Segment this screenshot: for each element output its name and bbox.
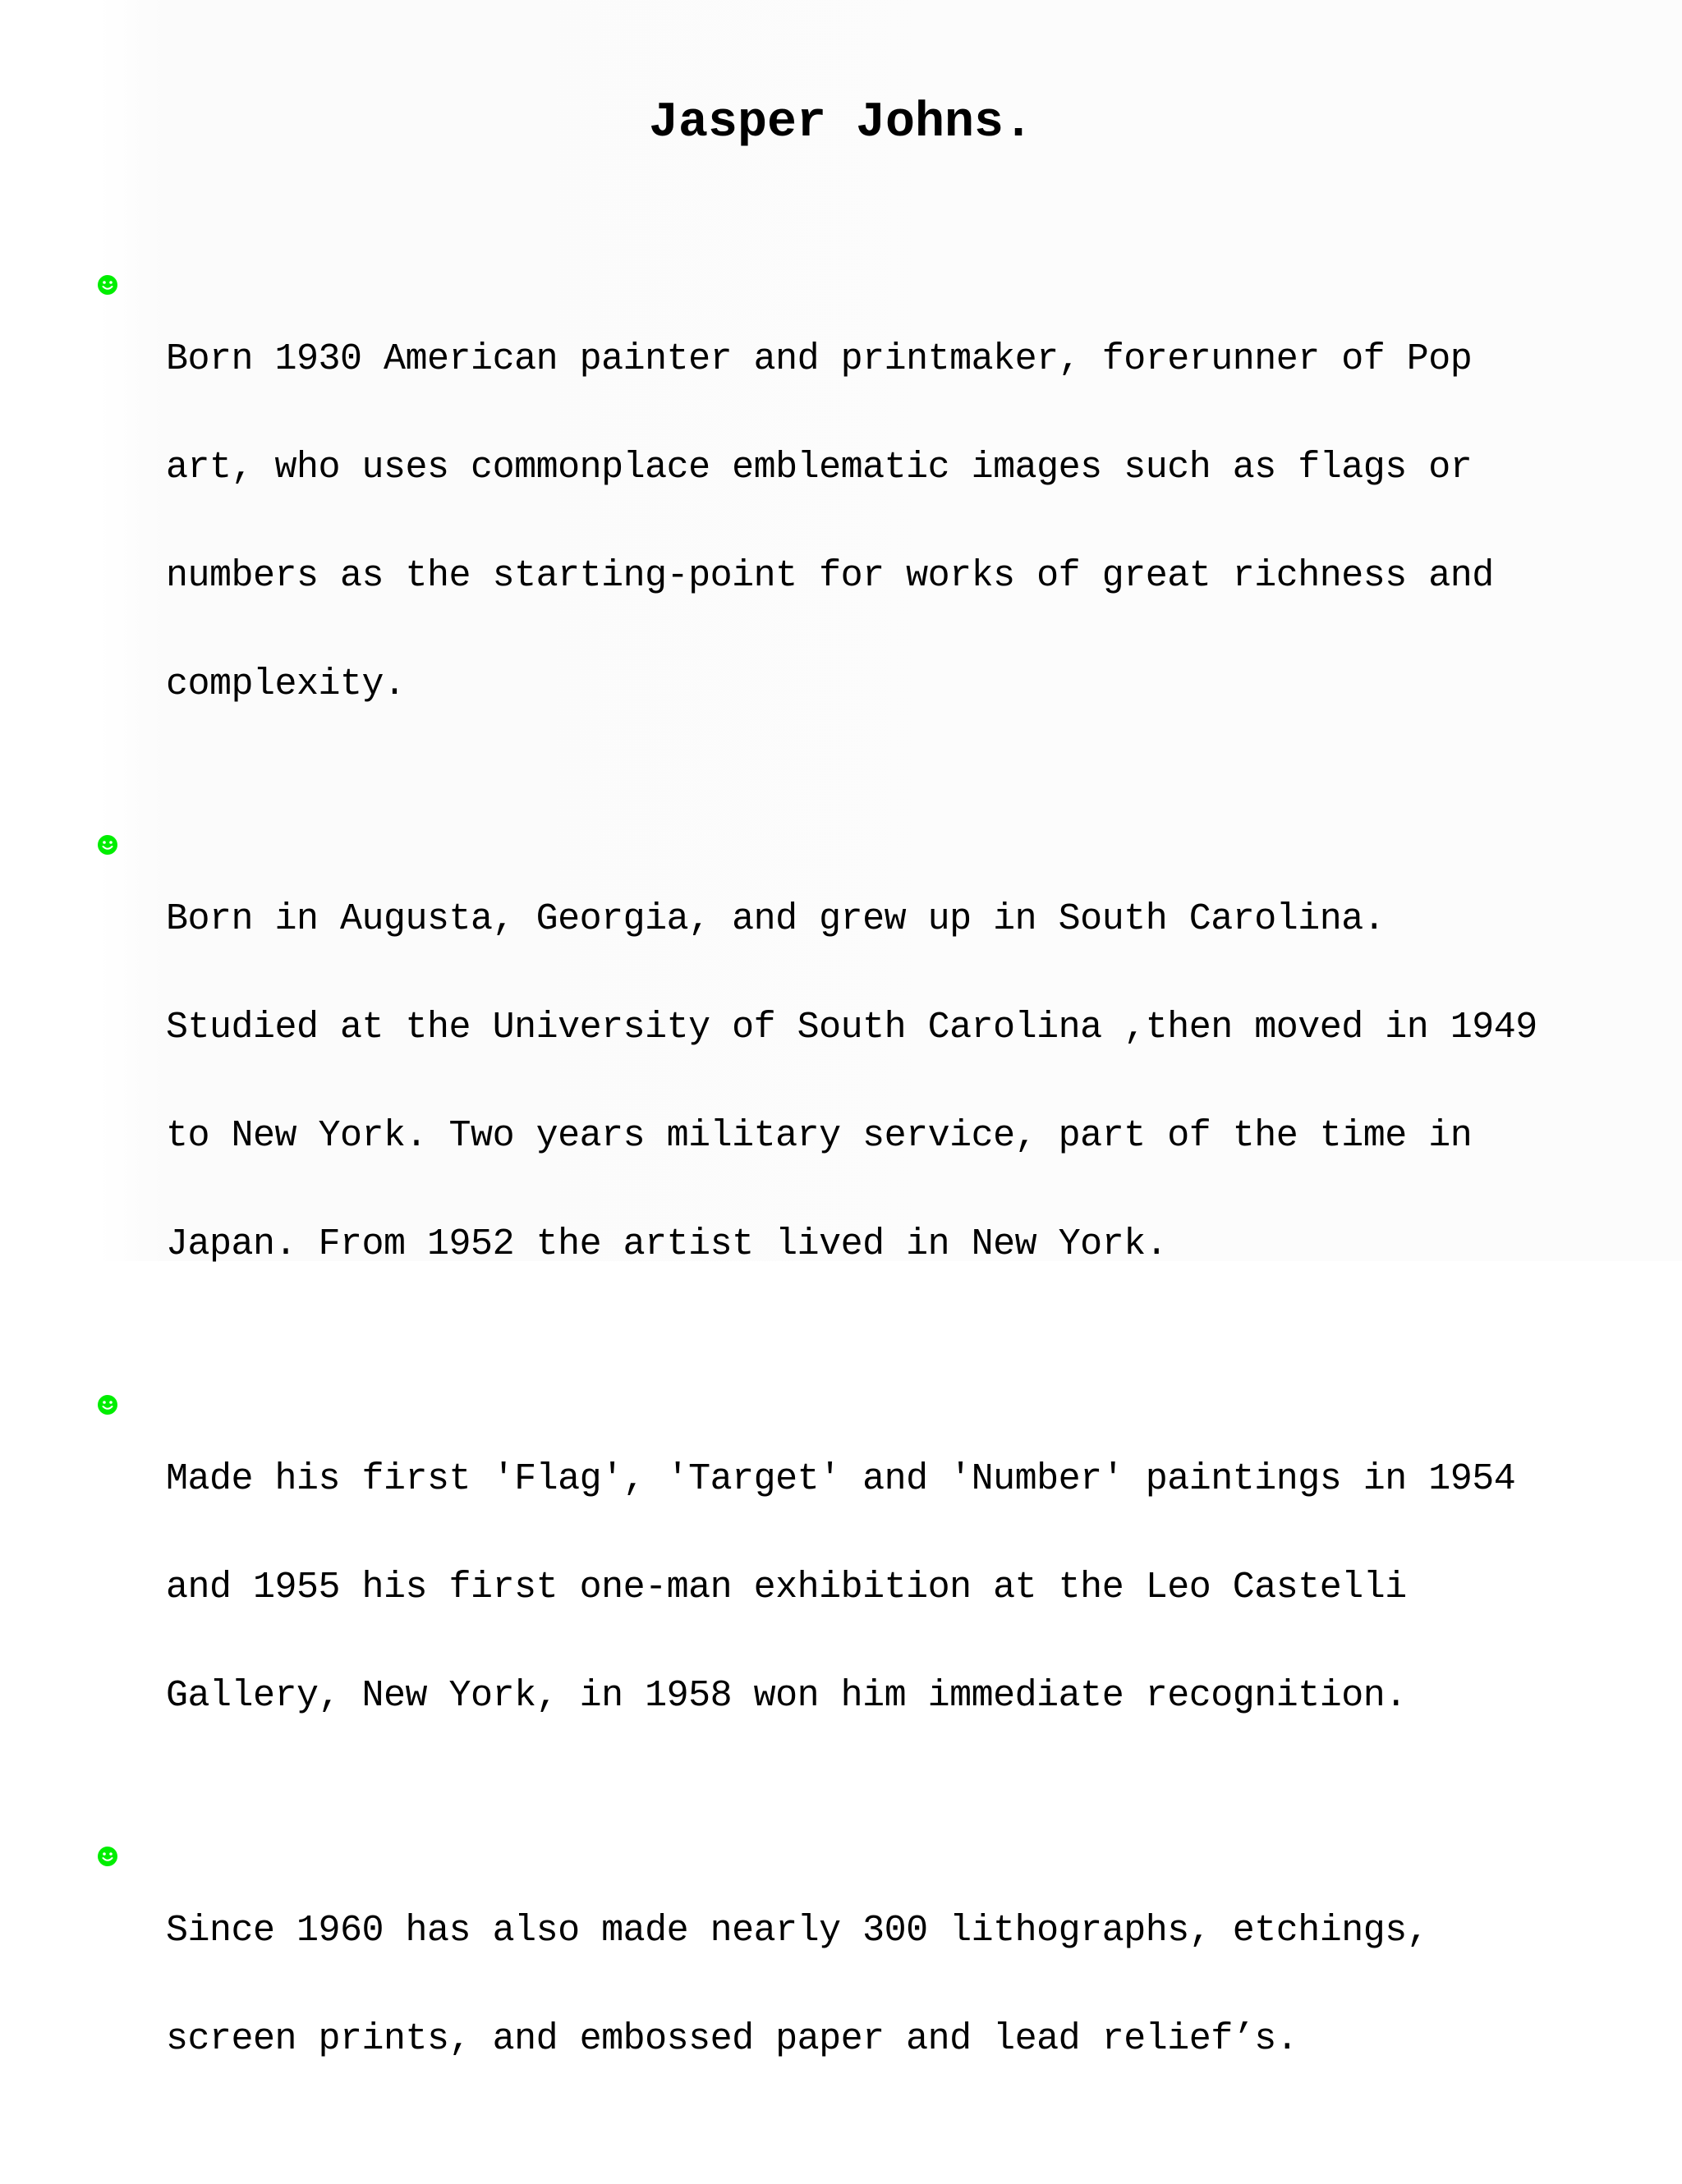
bullet-list [97, 269, 1641, 2184]
bullet-text [166, 829, 1641, 1335]
smiley-bullet-icon [97, 274, 118, 296]
bullet-text [166, 1841, 1641, 2130]
bullet-line: Studied at the University of South Carolina ,then moved in 1949 [166, 1007, 1537, 1048]
bullet-text [166, 269, 1641, 775]
bullet-item-2 [97, 829, 1641, 1335]
bullet-item-3 [97, 1389, 1641, 1787]
slide-title: Jasper Johns. [648, 95, 1034, 151]
smiley-bullet-icon [97, 834, 118, 856]
bullet-item-1 [97, 269, 1641, 775]
bullet-line: Gallery, New York, in 1958 won him immediate recognition. [166, 1675, 1407, 1717]
bullet-line: and 1955 his first one-man exhibition at the Leo Castelli [166, 1567, 1407, 1608]
bullet-line: to New York. Two years military service, part of the time in [166, 1115, 1473, 1157]
bullet-line: screen prints, and embossed paper and lead relief’s. [166, 2018, 1298, 2060]
bullet-line: Born 1930 American painter and printmaker, forerunner of Pop [166, 338, 1473, 380]
bullet-line: Born in Augusta, Georgia, and grew up in South Carolina. [166, 898, 1386, 940]
bullet-line: Japan. From 1952 the artist lived in New York. [166, 1223, 1168, 1265]
bullet-line: Made his first 'Flag', 'Target' and 'Number' paintings in 1954 [166, 1458, 1516, 1500]
bullet-line: Since 1960 has also made nearly 300 lithographs, etchings, [166, 1910, 1429, 1952]
bullet-item-4 [97, 1841, 1641, 2130]
bullet-line: numbers as the starting-point for works of great richness and [166, 555, 1494, 597]
smiley-bullet-icon [97, 1394, 118, 1415]
bullet-line: complexity. [166, 663, 406, 705]
bullet-text [166, 1389, 1641, 1787]
bullet-line: art, who uses commonplace emblematic images such as flags or [166, 447, 1473, 489]
smiley-bullet-icon [97, 1846, 118, 1867]
